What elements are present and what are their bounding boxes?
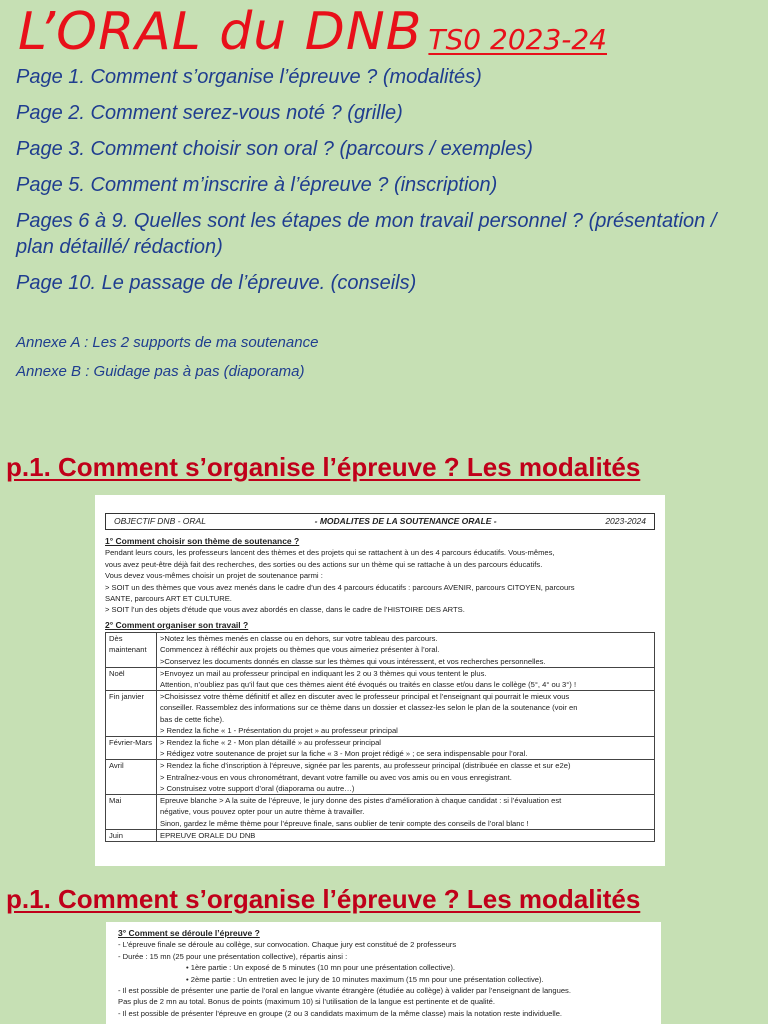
paragraph-line: Vous devez vous-mêmes choisir un projet de soutenance parmi : (105, 571, 323, 581)
row-line: conseiller. Rassemblez des informations sur ce thème dans un dossier et classez-les selon le plan de la soutenance (voir en (160, 703, 578, 713)
toc-item: Page 10. Le passage de l’épreuve. (conseils) (16, 272, 417, 294)
sheet-header-year: 2023-2024 (605, 515, 646, 526)
row-line: >Conservez les documents donnés en classe sur les thèmes qui vous intéressent, et vos recherches personnelles. (160, 656, 546, 666)
row-line: Attention, n’oubliez pas qu’il faut que ces thèmes aient été évoqués ou traités en classe et/ou dans le collège (5°, 4° ou 3°) ! (160, 680, 577, 690)
toc-item: Page 3. Comment choisir son oral ? (parcours / exemples) (16, 138, 533, 160)
table-row (106, 795, 655, 830)
bullet-line: • 2ème partie : Un entretien avec le jury de 10 minutes maximum (15 mn pour une présentation collective). (186, 974, 544, 984)
table-row (106, 737, 655, 760)
table-row (106, 667, 655, 690)
row-when: Avril (106, 760, 157, 795)
row-content (157, 760, 655, 795)
modalities-sheet (95, 495, 665, 866)
table-row (106, 760, 655, 795)
subsection-heading: 2° Comment organiser son travail ? (105, 619, 249, 630)
row-line: > Rendez la fiche « 1 - Présentation du projet » au professeur principal (160, 725, 398, 735)
section-heading: p.1. Comment s’organise l’épreuve ? Les modalités (6, 452, 641, 482)
main-title: L’ORAL du DNB (18, 2, 423, 62)
sheet-header-title: - MODALITES DE LA SOUTENANCE ORALE - (314, 515, 497, 526)
row-when: Fin janvier (106, 691, 157, 737)
row-content (157, 633, 655, 668)
row-line: > Entraînez-vous en vous chronométrant, devant votre famille ou avec vos amis ou en vous enregistrant. (160, 772, 512, 782)
page-title (18, 2, 627, 62)
table-row (106, 829, 655, 841)
table-row (106, 691, 655, 737)
row-content (157, 667, 655, 690)
sheet-header (105, 513, 655, 530)
annex-list (16, 328, 318, 386)
row-content (157, 737, 655, 760)
annex-item: Annexe B : Guidage pas à pas (diaporama) (16, 363, 305, 380)
row-line: > Rendez la fiche d’inscription à l’épreuve, signée par les parents, au professeur principal (distribuée en classe et sur e2e) (160, 761, 571, 771)
row-when: Dès maintenant (106, 633, 157, 668)
bullet-line: • 1ère partie : Un exposé de 5 minutes (10 mn pour une présentation collective). (186, 963, 456, 973)
paragraph-line: - Il est possible de présenter l’épreuve en groupe (2 ou 3 candidats maximum de la même classe) mais la notation reste individuelle. (118, 1008, 563, 1018)
exam-procedure-sheet (106, 922, 661, 1024)
row-line: >Choisissez votre thème définitif et allez en discuter avec le professeur principal et l’enseignant qui pourrait le mieux vous (160, 692, 570, 702)
row-content (157, 691, 655, 737)
row-when: Février-Mars (106, 737, 157, 760)
row-line: Commencez à réfléchir aux projets ou thèmes que vous aimeriez présenter à l’oral. (160, 645, 440, 655)
schedule-table (105, 632, 655, 842)
row-line: Sinon, gardez le même thème pour l’épreuve finale, sans oublier de tenir compte des conseils de l’oral blanc ! (160, 818, 529, 828)
row-line: >Notez les thèmes menés en classe ou en dehors, sur votre tableau des parcours. (160, 634, 438, 644)
row-when: Juin (106, 829, 157, 841)
row-content (157, 829, 655, 841)
paragraph-line: Pas plus de 2 mn au total. Bonus de points (maximum 10) si l’utilisation de la langue est pertinente et de qualité. (118, 997, 495, 1007)
section-heading: p.1. Comment s’organise l’épreuve ? Les modalités (6, 884, 641, 914)
paragraph-line: - L’épreuve finale se déroule au collège, sur convocation. Chaque jury est constitué de 2 professeurs (118, 940, 457, 950)
table-row (106, 633, 655, 668)
subsection-heading: 3° Comment se déroule l’épreuve ? (118, 928, 260, 938)
toc-item: Page 1. Comment s’organise l’épreuve ? (modalités) (16, 66, 482, 88)
paragraph-line: > SOIT l’un des objets d’étude que vous avez abordés en classe, dans le cadre de l’HISTOIRE DES ARTS. (105, 605, 465, 615)
row-when: Mai (106, 795, 157, 830)
toc-item: Page 5. Comment m’inscrire à l’épreuve ? (inscription) (16, 174, 498, 196)
title-year: TS0 2023-24 (428, 23, 607, 56)
paragraph-line: vous avez peut-être déjà fait des recherches, des sorties ou des actions sur un thème qui se rattache à un des parcours éducatifs. (105, 559, 543, 569)
paragraph-line: > SOIT un des thèmes que vous avez menés dans le cadre d’un des 4 parcours éducatifs : parcours AVENIR, parcours CITOYEN, parcours (105, 582, 575, 592)
row-line: > Rendez la fiche « 2 - Mon plan détaillé » au professeur principal (160, 738, 381, 748)
sheet-header-left: OBJECTIF DNB - ORAL (114, 515, 206, 526)
row-when: Noël (106, 667, 157, 690)
paragraph-line: Pendant leurs cours, les professeurs lancent des thèmes et des projets qui se rattachent à un des 4 parcours éducatifs. Vous-mêmes, (105, 548, 555, 558)
paragraph-line: SANTE, parcours ART ET CULTURE. (105, 594, 232, 604)
row-line: négative, vous pouvez opter pour un autre thème à travailler. (160, 807, 365, 817)
row-line: EPREUVE ORALE DU DNB (160, 830, 256, 840)
row-line: bas de cette fiche). (160, 714, 225, 724)
annex-item: Annexe A : Les 2 supports de ma soutenance (16, 334, 319, 351)
table-of-contents (16, 64, 756, 306)
row-line: > Rédigez votre soutenance de projet sur la fiche « 3 - Mon projet rédigé » ; ce sera indispensable pour l’oral. (160, 749, 528, 759)
toc-item: Pages 6 à 9. Quelles sont les étapes de mon travail personnel ? (présentation / plan détaillé/ rédaction) (16, 210, 717, 258)
paragraph-line: - Durée : 15 mn (25 pour une présentation collective), répartis ainsi : (118, 951, 348, 961)
subsection-heading: 1° Comment choisir son thème de soutenance ? (105, 536, 300, 546)
row-content (157, 795, 655, 830)
row-line: > Construisez votre support d’oral (diaporama ou autre…) (160, 783, 355, 793)
row-line: >Envoyez un mail au professeur principal en indiquant les 2 ou 3 thèmes qui vous tentent le plus. (160, 668, 487, 678)
row-line: Epreuve blanche > A la suite de l’épreuve, le jury donne des pistes d’amélioration à chaque candidat : si l’évaluation est (160, 796, 562, 806)
toc-item: Page 2. Comment serez-vous noté ? (grille) (16, 102, 403, 124)
paragraph-line: - Il est possible de présenter une partie de l’oral en langue vivante étrangère (étudiée au collège) à valider par l’enseignant de langues. (118, 986, 571, 996)
